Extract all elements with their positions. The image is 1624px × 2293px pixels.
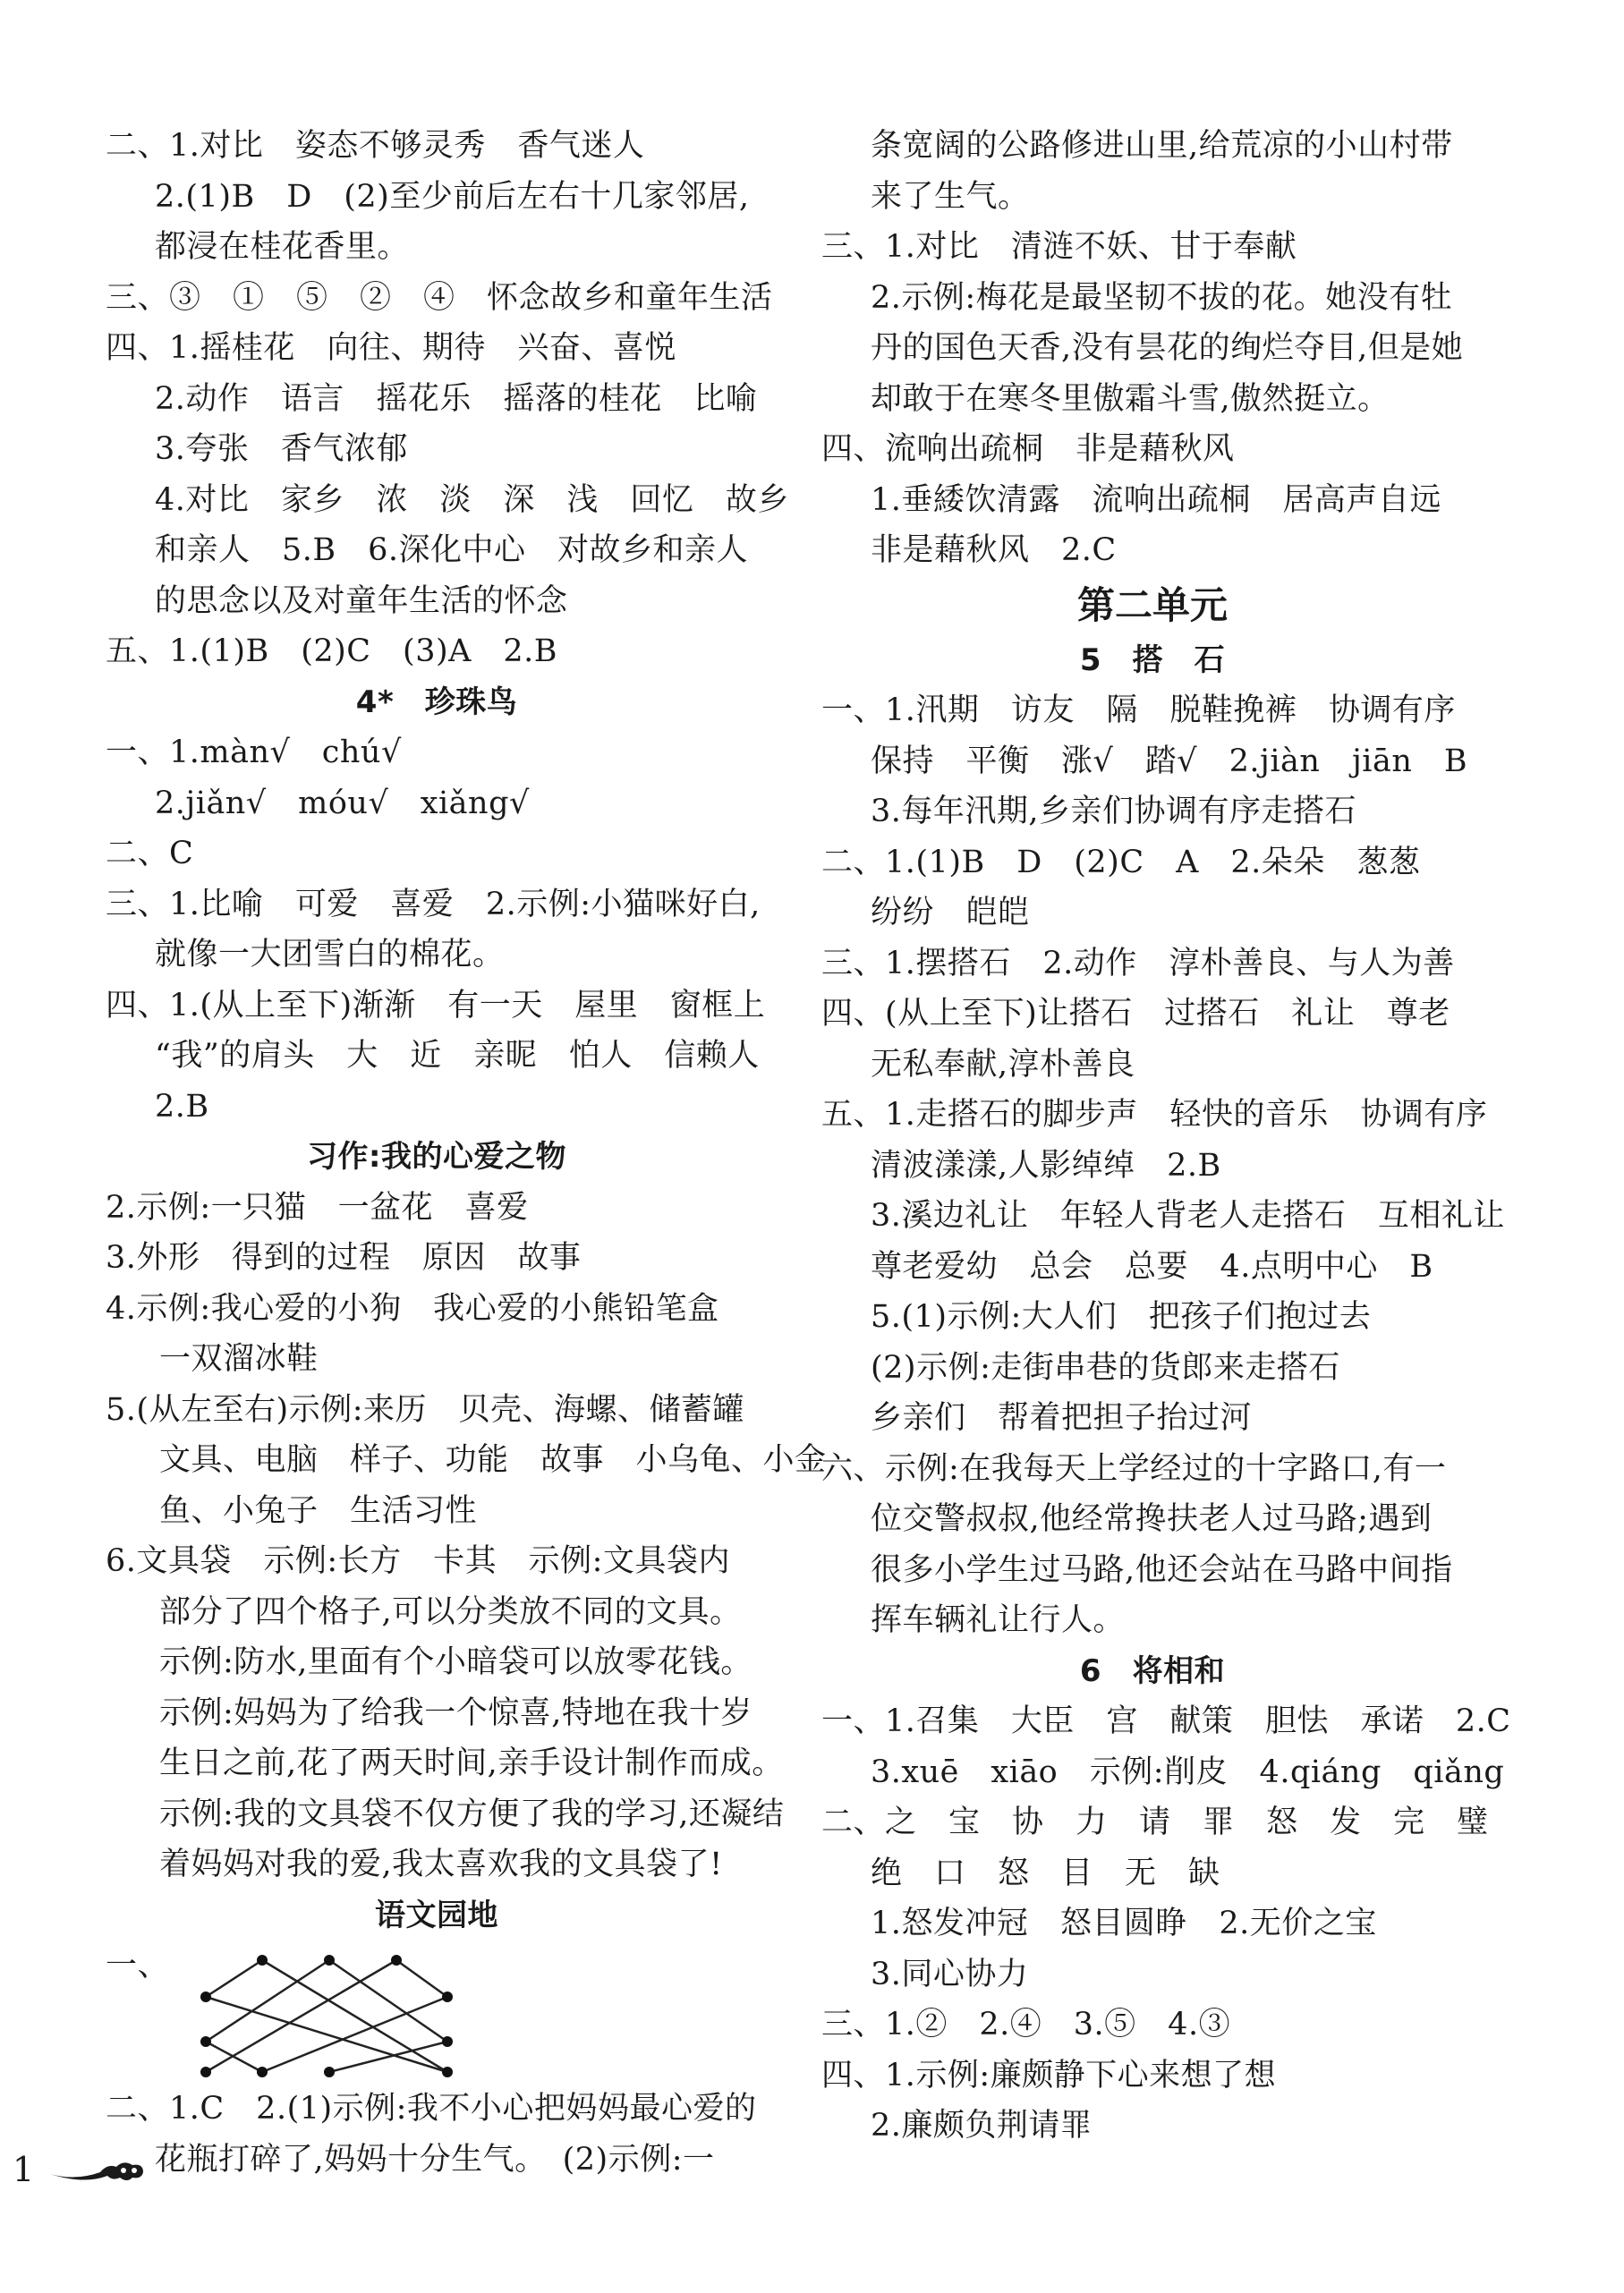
answer-line: 2.jiǎn√ móu√ xiǎng√ — [155, 785, 530, 821]
answer-line: 3.每年汛期,乡亲们协调有序走搭石 — [871, 794, 1357, 829]
answer-line: 3.夸张 香气浓郁 — [155, 431, 408, 467]
section-heading-writing: 习作:我的心爱之物 — [306, 1139, 567, 1175]
answer-line: 3.同心协力 — [871, 1956, 1029, 1992]
answer-line: 四、1.(从上至下)渐渐 有一天 屋里 窗框上 — [106, 987, 766, 1023]
answer-line: 示例:妈妈为了给我一个惊喜,特地在我十岁 — [159, 1694, 752, 1731]
garden-answers — [106, 2084, 768, 2185]
answer-line: 1.怒发冲冠 怒目圆睁 2.无价之宝 — [871, 1906, 1377, 1941]
answer-line: 2.B — [155, 1088, 209, 1125]
answer-line: 一、1.màn√ chú√ — [106, 735, 402, 770]
answer-line: 乡亲们 帮着把担子抬过河 — [871, 1400, 1253, 1436]
answer-line: 6.文具袋 示例:长方 卡其 示例:文具袋内 — [106, 1543, 730, 1579]
answer-line: 1.垂緌饮清露 流响出疏桐 居高声自远 — [871, 481, 1441, 518]
answer-line: 三、1.对比 清涟不妖、甘于奉献 — [821, 229, 1297, 265]
answer-line: 3.溪边礼让 年轻人背老人走搭石 互相礼让 — [871, 1198, 1505, 1234]
right-top-block — [821, 121, 1484, 576]
pearl-bird-answers — [106, 727, 768, 1132]
matching-diagram — [106, 1941, 768, 2084]
diagram-dot — [200, 2036, 211, 2047]
diagram-dot — [324, 1955, 335, 1966]
answer-line: 三、③ ① ⑤ ② ④ 怀念故乡和童年生活 — [106, 279, 773, 316]
answer-line: 和亲人 5.B 6.深化中心 对故乡和亲人 — [155, 532, 749, 568]
answer-line: 绝 口 怒 目 无 缺 — [871, 1855, 1220, 1891]
cloud-ornament-icon — [48, 2154, 156, 2187]
diagram-dot — [442, 2036, 453, 2047]
answer-line: 2.示例:一只猫 一盆花 喜爱 — [106, 1189, 529, 1226]
answer-line: 清波漾漾,人影绰绰 2.B — [871, 1147, 1221, 1184]
answer-line: 生日之前,花了两天时间,亲手设计制作而成。 — [159, 1745, 784, 1781]
answer-line: 5.(1)示例:大人们 把孩子们抱过去 — [871, 1299, 1372, 1335]
answer-line: 四、1.摇桂花 向往、期待 兴奋、喜悦 — [106, 330, 676, 366]
answer-line: “我”的肩头 大 近 亲昵 怕人 信赖人 — [155, 1038, 760, 1074]
answer-line: 六、示例:在我每天上学经过的十字路口,有一 — [821, 1450, 1447, 1487]
diagram-label: 一、 — [106, 1948, 170, 1983]
answer-line: 鱼、小兔子 生活习性 — [159, 1492, 478, 1529]
answer-line: 3.外形 得到的过程 原因 故事 — [106, 1240, 582, 1276]
answer-line: 丹的国色天香,没有昙花的绚烂夺目,但是她 — [871, 330, 1464, 366]
answer-line: (2)示例:走街串巷的货郎来走搭石 — [871, 1349, 1340, 1386]
answer-line: 一双溜冰鞋 — [159, 1341, 319, 1377]
answer-line: 保持 平衡 涨√ 踏√ 2.jiàn jiān B — [871, 743, 1468, 779]
section-heading-jiang-xiang-he: 6 将相和 — [1079, 1652, 1226, 1689]
answer-line: 三、1.摆搭石 2.动作 淳朴善良、与人为善 — [821, 945, 1455, 981]
answer-line: 二、1.(1)B D (2)C A 2.朵朵 葱葱 — [821, 844, 1421, 880]
answer-line: 文具、电脑 样子、功能 故事 小乌龟、小金 — [159, 1442, 827, 1478]
diagram-dot — [391, 1955, 402, 1966]
answer-line: 无私奉献,淳朴善良 — [871, 1046, 1135, 1083]
answer-line: 三、1.比喻 可爱 喜爱 2.示例:小猫咪好白, — [106, 886, 761, 922]
answer-line: 2.动作 语言 摇花乐 摇落的桂花 比喻 — [155, 380, 758, 417]
diagram-dot — [324, 2067, 335, 2077]
answer-line: 花瓶打碎了,妈妈十分生气。 (2)示例:一 — [155, 2141, 715, 2178]
answer-line: 4.对比 家乡 浓 淡 深 浅 回忆 故乡 — [155, 481, 789, 518]
answer-line: 二、之 宝 协 力 请 罪 怒 发 完 璧 — [821, 1805, 1489, 1840]
diagram-dot — [200, 2067, 211, 2077]
answer-line: 就像一大团雪白的棉花。 — [155, 937, 505, 972]
right-column — [821, 121, 1511, 2152]
answer-line: 非是藉秋风 2.C — [871, 532, 1117, 568]
answer-line: 的思念以及对童年生活的怀念 — [155, 582, 568, 619]
answer-line: 一、1.汛期 访友 隔 脱鞋挽裤 协调有序 — [821, 692, 1456, 728]
answer-line: 示例:防水,里面有个小暗袋可以放零花钱。 — [159, 1644, 752, 1680]
answer-line: 五、1.(1)B (2)C (3)A 2.B — [106, 633, 558, 669]
section-heading-stepping-stones: 5 搭 石 — [1079, 641, 1226, 678]
answer-line: 3.xuē xiāo 示例:削皮 4.qiáng qiǎng — [871, 1754, 1505, 1790]
answer-line: 二、C — [106, 836, 194, 871]
answer-line: 纷纷 皑皑 — [871, 895, 1030, 930]
answer-line: 尊老爱幼 总会 总要 4.点明中心 B — [871, 1248, 1433, 1285]
answer-line: 挥车辆礼让行人。 — [871, 1602, 1126, 1638]
answer-line: 四、1.示例:廉颇静下心来想了想 — [821, 2057, 1277, 2093]
answer-line: 部分了四个格子,可以分类放不同的文具。 — [159, 1593, 742, 1630]
diagram-dot — [257, 2067, 268, 2077]
left-column — [106, 121, 827, 2185]
answer-line: 四、(从上至下)让搭石 过搭石 礼让 尊老 — [821, 996, 1450, 1032]
diagram-dot — [257, 1955, 268, 1966]
answer-line: 都浸在桂花香里。 — [155, 229, 410, 265]
diagram-dot — [442, 2067, 453, 2077]
unit-heading: 第二单元 — [1076, 582, 1228, 627]
left-top-block — [106, 121, 789, 677]
answer-line: 五、1.走搭石的脚步声 轻快的音乐 协调有序 — [821, 1097, 1488, 1133]
section-heading-pearl-bird: 4* 珍珠鸟 — [355, 684, 518, 720]
page-number: 1 — [13, 2150, 35, 2189]
answer-line: 来了生气。 — [871, 178, 1030, 215]
answer-line: 一、1.召集 大臣 宫 献策 胆怯 承诺 2.C — [821, 1703, 1511, 1739]
answer-line: 示例:我的文具袋不仅方便了我的学习,还凝结 — [159, 1796, 785, 1832]
answer-line: 二、1.C 2.(1)示例:我不小心把妈妈最心爱的 — [106, 2091, 757, 2127]
answer-line: 三、1.② 2.④ 3.⑤ 4.③ — [821, 2007, 1231, 2042]
writing-answers — [106, 1183, 827, 1890]
matching-lines-figure — [159, 1949, 455, 2084]
answer-line: 2.(1)B D (2)至少前后左右十几家邻居, — [155, 178, 750, 215]
answer-line: 却敢于在寒冬里傲霜斗雪,傲然挺立。 — [871, 380, 1390, 417]
answer-line: 4.示例:我心爱的小狗 我心爱的小熊铅笔盒 — [106, 1290, 719, 1327]
section-heading-garden: 语文园地 — [375, 1897, 498, 1933]
answer-line: 二、1.对比 姿态不够灵秀 香气迷人 — [106, 128, 645, 164]
answer-line: 条宽阔的公路修进山里,给荒凉的小山村带 — [871, 128, 1453, 164]
jiang-xiang-he-answers — [821, 1696, 1511, 2152]
answer-line: 很多小学生过马路,他还会站在马路中间指 — [871, 1551, 1453, 1588]
answer-line: 5.(从左至右)示例:来历 贝壳、海螺、储蓄罐 — [106, 1391, 744, 1428]
answer-line: 着妈妈对我的爱,我太喜欢我的文具袋了! — [159, 1847, 723, 1882]
answer-line: 四、流响出疏桐 非是藉秋风 — [821, 431, 1235, 467]
answer-line: 2.示例:梅花是最坚韧不拔的花。她没有牡 — [871, 279, 1453, 316]
answer-line: 2.廉颇负荆请罪 — [871, 2108, 1093, 2144]
diagram-dot — [442, 1992, 453, 2002]
diagram-dot — [200, 1992, 211, 2002]
answer-line: 位交警叔叔,他经常搀扶老人过马路;遇到 — [871, 1501, 1433, 1537]
stepping-stones-answers — [821, 685, 1505, 1646]
